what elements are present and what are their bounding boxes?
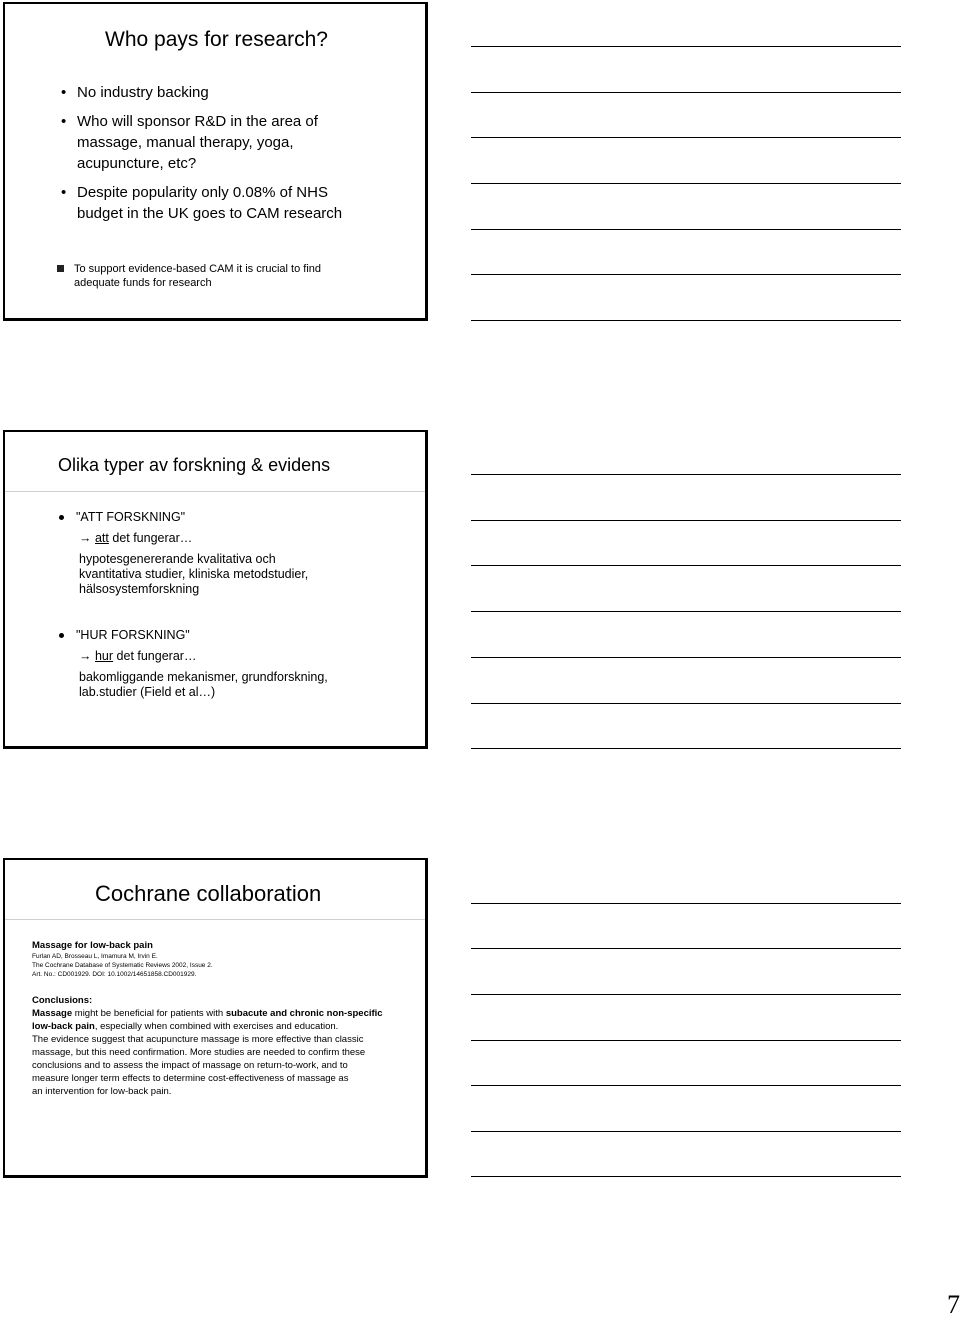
title-divider [5,491,425,492]
bullet-dot-icon [59,515,64,520]
slide-title: Cochrane collaboration [95,881,322,906]
page-number: 7 [947,1290,960,1319]
bullet-item: • Who will sponsor R&D in the area of massage, manual therapy, yoga, acupuncture, etc? [57,111,342,174]
bullet-list [57,82,342,232]
bullet-item: • Despite popularity only 0.08% of NHS budget in the UK goes to CAM research [57,182,342,224]
arrow-line: → att det fungerar… [79,531,193,545]
slide-research-types [3,430,428,749]
slide-who-pays [3,2,428,321]
bullet-item: • No industry backing [57,82,342,103]
title-divider [5,919,425,920]
arrow-line: → hur det fungerar… [79,649,197,663]
citation-title: Massage for low-back pain [32,940,153,951]
bullet-dot-icon [59,633,64,638]
citation: Massage for low-back pain Furlan AD, Brosseau L, Imamura M, Irvin E. The Cochrane Database of Systematic Reviews 2002, Issue 2. Art. No.: CD001929. DOI: 10.1002/14651858.CD001929. [32,940,213,978]
arrow-icon: → [79,531,92,545]
slide-title: Olika typer av forskning & evidens [58,455,331,475]
conclusions: Conclusions: Massage might be beneficial for patients with subacute and chronic non-specific low-back pain, especially when combined with exercises and education. The evidence suggest that acupuncture massage is more effective than classic massage, but this need confirmation. More studies are needed to confirm these conclusions and to assess the impact of massage on return-to-work, and to measure longer term effects to determine cost-effectiveness of massage as an intervention for low-back pain. [32,995,383,1097]
research-group-att: "ATT FORSKNING" → att det fungerar… hypotesgenererande kvalitativa och kvantitativa studier, kliniska metodstudier, hälsosystemforskning [57,510,308,597]
square-bullet-icon [57,265,64,272]
research-group-hur: "HUR FORSKNING" → hur det fungerar… bakomliggande mekanismer, grundforskning, lab.studier (Field et al…) [57,628,328,700]
arrow-icon: → [79,649,92,663]
slide-title: Who pays for research? [105,28,328,51]
note-item: To support evidence-based CAM it is crucial to find adequate funds for research [57,262,321,290]
slide-cochrane [3,858,428,1178]
